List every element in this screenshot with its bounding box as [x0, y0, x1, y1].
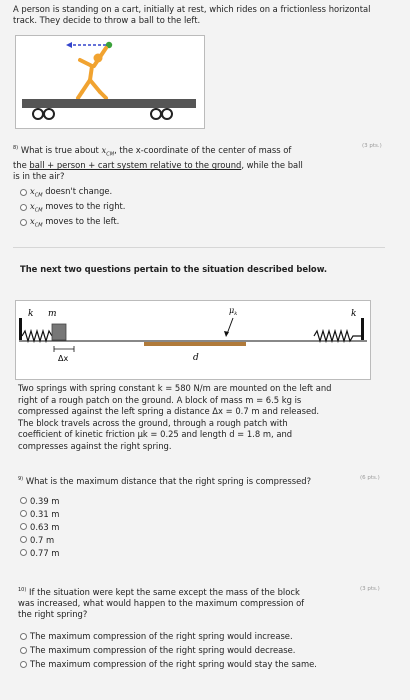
arrowhead-icon: [66, 42, 72, 48]
points-badge: (3 pts.): [362, 143, 382, 149]
radio-button[interactable]: [20, 633, 27, 640]
friction-coefficient-label: $\mu_k$: [229, 306, 238, 317]
answer-option[interactable]: $x_{CM}$ moves to the left.: [20, 216, 125, 228]
pointer-arrow: [227, 318, 233, 334]
patch-length-label: d: [193, 353, 199, 363]
radio-button[interactable]: [20, 189, 27, 196]
radio-button[interactable]: [20, 661, 27, 668]
springs-figure: [15, 300, 371, 380]
question-9-prompt: $^{9)}$ What is the maximum distance that the right spring is compressed?: [18, 475, 312, 486]
person-cart-diagram: [16, 36, 204, 128]
question-number: 10): [18, 587, 27, 593]
question-number: 9): [18, 476, 24, 482]
answer-option[interactable]: $x_{CM}$ doesn't change.: [20, 186, 125, 198]
answer-option[interactable]: The maximum compression of the right spring would decrease.: [20, 643, 317, 657]
radio-button[interactable]: [20, 523, 27, 530]
answer-option[interactable]: The maximum compression of the right spring would increase.: [20, 629, 317, 643]
compression-distance-label: Δx: [58, 354, 69, 363]
pointer-arrowhead-icon: [224, 331, 229, 337]
question-number: 8): [13, 145, 19, 151]
right-wheels-icon: [151, 109, 172, 119]
person-head-icon: [94, 54, 103, 63]
question-8-prompt: $^{8)}$ What is true about $x_{CM}$, the x-coordinate of the center of mass of the ball + person + cart system relative to the ground, while the ball is in the air?: [13, 144, 303, 182]
left-spring-icon: [22, 331, 52, 341]
answer-option[interactable]: 0.39 m: [20, 494, 59, 507]
left-wheels-icon: [33, 109, 54, 119]
radio-button[interactable]: [20, 204, 27, 211]
left-spring-constant-label: k: [28, 309, 34, 319]
answer-option[interactable]: 0.77 m: [20, 546, 59, 559]
radio-button[interactable]: [20, 647, 27, 654]
answer-option[interactable]: 0.63 m: [20, 520, 59, 533]
underlined-phrase: ball + person + cart system relative to the ground: [29, 160, 242, 171]
section-heading: The next two questions pertain to the situation described below.: [20, 264, 328, 274]
question-10-prompt: $^{10)}$ If the situation were kept the same except the mass of the block was increased, what would happen to the maximum compression of the right spring?: [18, 586, 305, 619]
answer-option[interactable]: 0.7 m: [20, 533, 59, 546]
question-9-options: [20, 494, 59, 559]
points-badge: (3 pts.): [360, 586, 380, 592]
right-spring-icon: [314, 331, 361, 341]
right-wall: [361, 318, 364, 340]
person-icon: [78, 48, 106, 98]
left-wall: [19, 318, 22, 340]
radio-button[interactable]: [20, 510, 27, 517]
cart-platform: [22, 99, 196, 108]
answer-option[interactable]: The maximum compression of the right spring would stay the same.: [20, 657, 317, 671]
question-8-intro: A person is standing on a cart, initially at rest, which rides on a frictionless horizontal track. They decide to throw a ball to the left.: [13, 4, 371, 25]
radio-button[interactable]: [20, 219, 27, 226]
person-cart-figure: [15, 35, 205, 129]
question-10-options: [20, 629, 317, 671]
springs-diagram: [16, 301, 370, 379]
problem-description: Two springs with spring constant k = 580 N/m are mounted on the left and right of a rough patch on the ground. A block of mass m = 6.5 kg is compressed against the left spring a distance Δx = 0.7 m and released. The block travels across the ground, through a rough patch with coefficient of kinetic friction μk = 0.25 and length d = 1.8 m, and compresses against the right spring.: [18, 383, 332, 451]
question-8-options: [20, 186, 125, 228]
answer-option[interactable]: 0.31 m: [20, 507, 59, 520]
answer-option[interactable]: $x_{CM}$ moves to the right.: [20, 201, 125, 213]
block-icon: [52, 324, 66, 340]
radio-button[interactable]: [20, 549, 27, 556]
right-spring-constant-label: k: [351, 309, 357, 319]
radio-button[interactable]: [20, 497, 27, 504]
rough-patch: [144, 342, 246, 346]
divider: [13, 247, 385, 248]
points-badge: (6 pts.): [360, 475, 380, 481]
block-mass-label: m: [48, 309, 57, 319]
radio-button[interactable]: [20, 536, 27, 543]
